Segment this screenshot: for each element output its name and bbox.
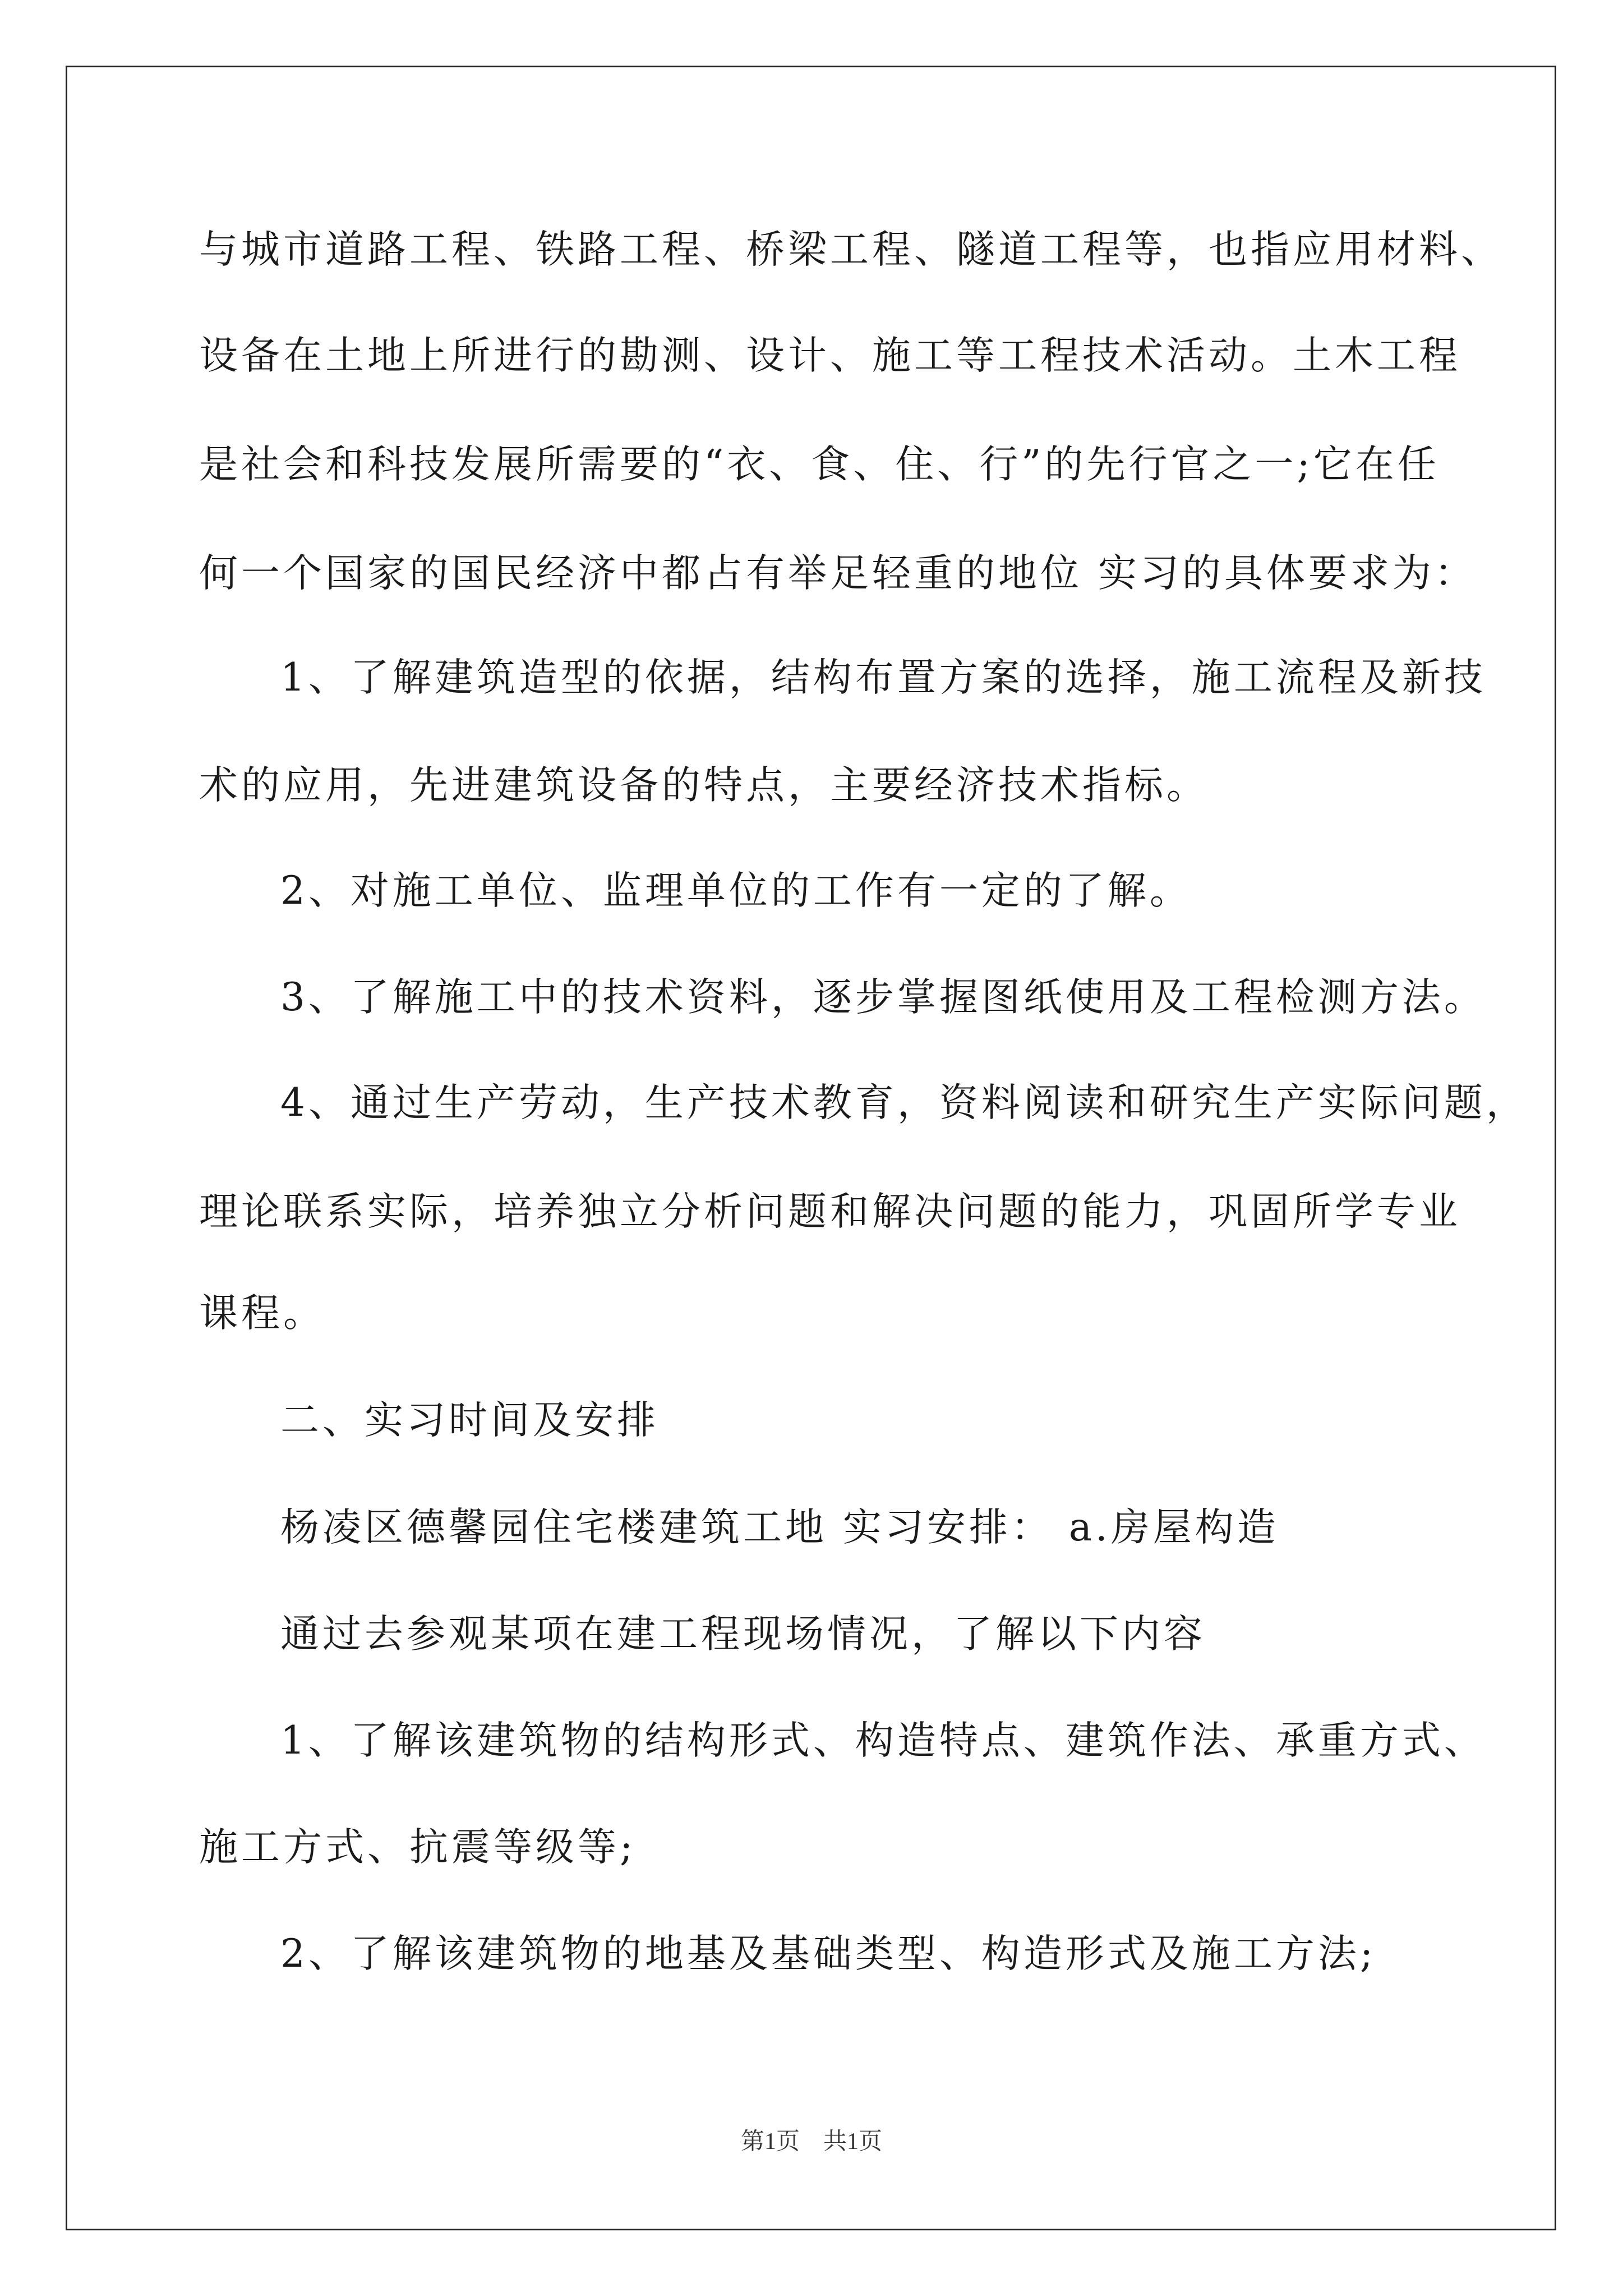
body-text-line: 术的应用，先进建筑设备的特点，主要经济技术指标。	[199, 763, 1209, 808]
body-text-line: 何一个国家的国民经济中都占有举足轻重的地位 实习的具体要求为：	[199, 551, 1477, 596]
body-text-line: 1、了解该建筑物的结构形式、构造特点、建筑作法、承重方式、	[280, 1718, 1486, 1763]
body-text-line: 2、了解该建筑物的地基及基础类型、构造形式及施工方法;	[280, 1931, 1377, 1976]
body-text-line: 4、通过生产劳动，生产技术教育，资料阅读和研究生产实际问题，	[280, 1080, 1528, 1125]
body-text-line: 2、对施工单位、监理单位的工作有一定的了解。	[280, 868, 1192, 913]
section-heading: 二、实习时间及安排	[280, 1398, 659, 1443]
body-text-line: 课程。	[199, 1291, 325, 1336]
body-text-line: 3、了解施工中的技术资料，逐步掌握图纸使用及工程检测方法。	[280, 975, 1486, 1020]
page-border	[66, 66, 1556, 2230]
body-text-line: 施工方式、抗震等级等;	[199, 1825, 637, 1870]
body-text-line: 通过去参观某项在建工程现场情况，了解以下内容	[280, 1612, 1206, 1657]
body-text-line: 是社会和科技发展所需要的“衣、食、住、行”的先行官之一;它在任	[199, 442, 1440, 487]
body-text-line: 理论联系实际，培养独立分析问题和解决问题的能力，巩固所学专业	[199, 1189, 1461, 1234]
body-text-line: 设备在土地上所进行的勘测、设计、施工等工程技术活动。土木工程	[199, 333, 1461, 378]
page-number-footer: 第1页 共1页	[740, 2129, 882, 2155]
body-text-line: 与城市道路工程、铁路工程、桥梁工程、隧道工程等，也指应用材料、	[199, 227, 1503, 272]
body-text-line: 1、了解建筑造型的依据，结构布置方案的选择，施工流程及新技	[280, 655, 1486, 700]
body-text-line: 杨凌区德馨园住宅楼建筑工地 实习安排： a.房屋构造	[280, 1505, 1279, 1550]
